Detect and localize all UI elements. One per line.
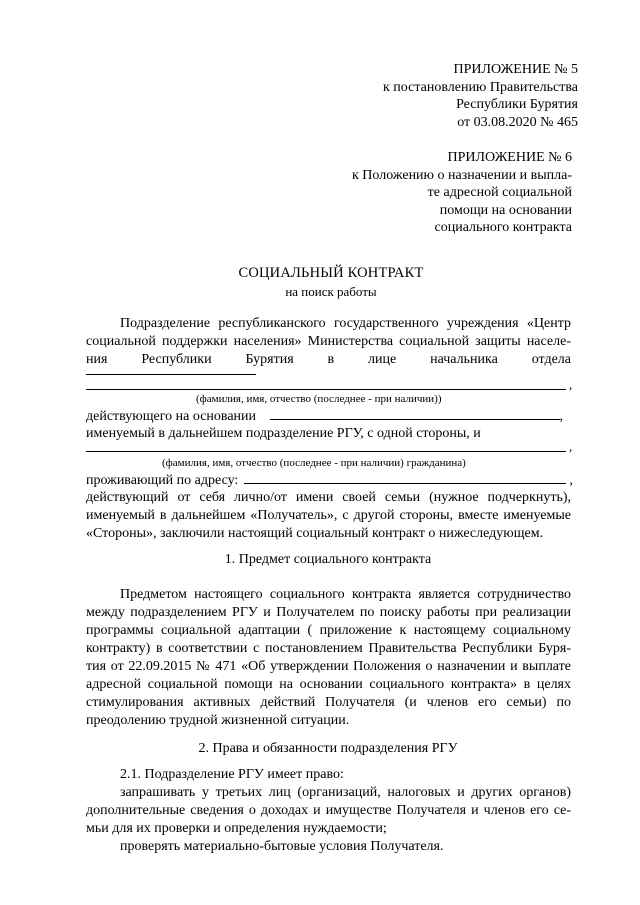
contract-title: СОЦИАЛЬНЫЙ КОНТРАКТ	[238, 265, 424, 281]
section-2-line: проверять материально-бытовые условия Получателя.	[120, 839, 444, 854]
section-1-line: Предметом настоящего социального контракта является сотрудничество	[120, 587, 571, 602]
section-2-line: запрашивать у третьих лиц (организаций, налоговых и других органов)	[120, 785, 571, 800]
intro-line: именуемый в дальнейшем «Получатель», с другой стороны, вместе именуемые	[86, 508, 571, 523]
appendix-6-header	[352, 149, 572, 237]
comma-mark: ,	[569, 439, 573, 454]
address-blank	[244, 471, 566, 484]
basis-label: действующего на основании	[86, 409, 257, 424]
basis-blank	[270, 407, 560, 420]
section-1-line: контракту) в соответствии с постановлением Правительства Республики Буря-	[86, 641, 571, 656]
appendix-5-line: от 03.08.2020 № 465	[457, 114, 578, 130]
citizen-note: (фамилия, имя, отчество (последнее - при наличии) гражданина)	[162, 457, 466, 469]
address-label: проживающий по адресу:	[86, 473, 239, 488]
blank-line	[86, 451, 566, 452]
appendix-6-line: те адресной социальной	[427, 185, 572, 200]
appendix-6-line: к Положению о назначении и выпла-	[352, 167, 572, 183]
section-2-line: мьи для их проверки и определения нуждаемости;	[86, 821, 387, 836]
appendix-5-line: Республики Бурятия	[456, 97, 578, 112]
section-1-line: программы социальной адаптации ( приложение к настоящему социальному	[86, 623, 571, 638]
intro-line: действующий от себя лично/от имени своей семьи (нужное подчеркнуть),	[86, 490, 571, 505]
intro-line: социальной поддержки населения» Министерства социальной защиты населе-	[86, 334, 571, 349]
section-2-subheading: 2.1. Подразделение РГУ имеет право:	[120, 767, 344, 782]
blank-line	[86, 389, 566, 390]
section-1-heading: 1. Предмет социального контракта	[224, 552, 432, 567]
intro-line: ния Республики Бурятия в лице начальника отдела	[86, 352, 571, 367]
name-note: (фамилия, имя, отчество (последнее - при наличии))	[196, 393, 442, 405]
section-1-line: адресной социальной помощи на основании социального контракта» в целях	[86, 677, 571, 692]
appendix-6-line: социального контракта	[434, 220, 572, 235]
appendix-6-line: помощи на основании	[439, 202, 572, 218]
appendix-5-title: ПРИЛОЖЕНИЕ № 5	[453, 62, 578, 77]
section-1-line: стимулирования активных действий Получателя (и членов его семьи) по	[86, 695, 571, 710]
appendix-5-header	[383, 61, 578, 131]
comma-mark: ,	[569, 377, 573, 392]
blank-line	[86, 374, 256, 375]
intro-line: «Стороны», заключили настоящий социальный контракт о нижеследующем.	[86, 526, 544, 541]
section-2-heading: 2. Права и обязанности подразделения РГУ	[198, 741, 458, 756]
intro-line: Подразделение республиканского государственного учреждения «Центр	[120, 316, 571, 331]
section-1-line: между подразделением РГУ и Получателем по поиску работы при реализации	[86, 605, 571, 620]
appendix-5-line: к постановлению Правительства	[382, 79, 578, 95]
address-line: проживающий по адресу: ,	[86, 473, 573, 488]
basis-line: действующего на основании ,	[86, 409, 564, 424]
section-1-line: преодолению трудной жизненной ситуации.	[86, 713, 350, 728]
section-2-line: дополнительные сведения о доходах и имуществе Получателя и членов его се-	[86, 803, 571, 818]
section-1-line: тия от 22.09.2015 № 471 «Об утверждении Положения о назначении и выплате	[86, 659, 571, 674]
contract-subtitle: на поиск работы	[285, 284, 377, 299]
intro-line: именуемый в дальнейшем подразделение РГУ, с одной стороны, и	[86, 426, 481, 441]
appendix-6-title: ПРИЛОЖЕНИЕ № 6	[447, 150, 572, 165]
